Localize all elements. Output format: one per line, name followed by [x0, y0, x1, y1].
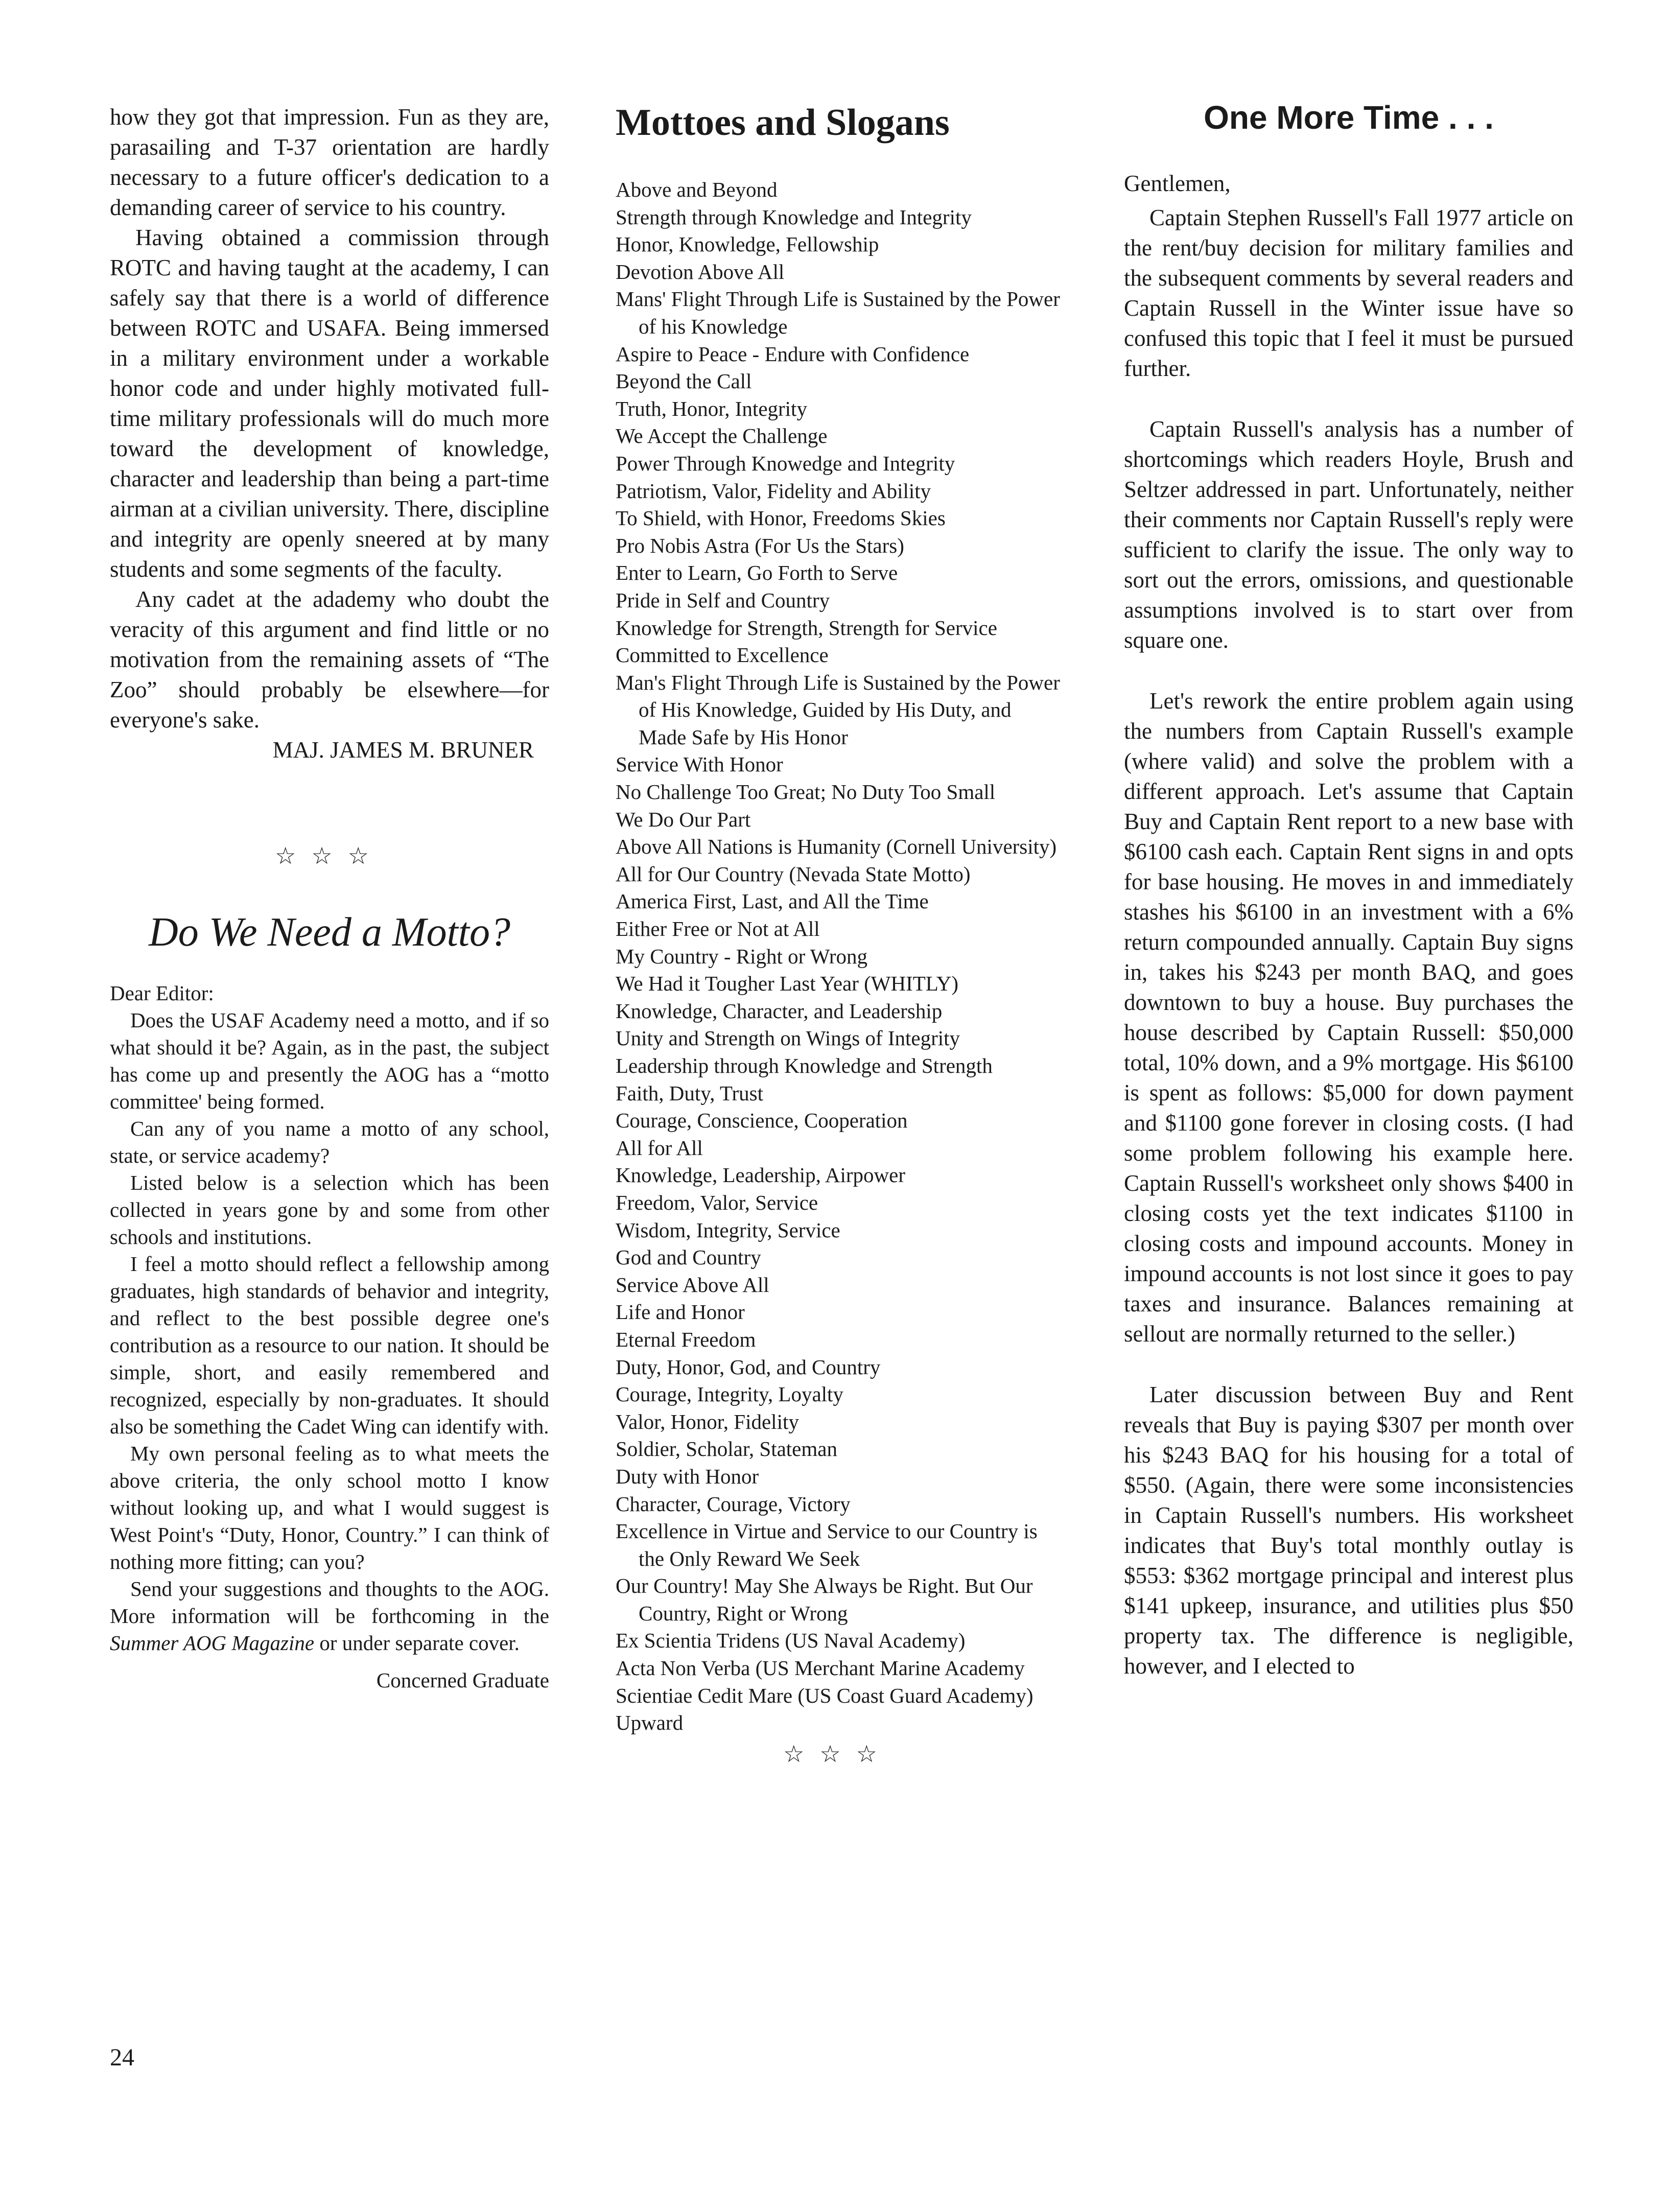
motto-item: Upward [616, 1711, 684, 1735]
motto-letter [110, 980, 549, 1657]
letter-paragraph: Later discussion between Buy and Rent reveals that Buy is paying $307 per month over his $243 BAQ for his housing for a total of $550. (Again, there were some inconsistencies in Captain Russell's numbers. His worksheet indicates that Buy's total monthly outlay is $553: $362 mortgage principal and interest plus $141 upkeep, insurance, and utilities plus $50 property tax. The difference is negligible, however, and I elected to [1124, 1382, 1573, 1679]
motto-item: We Had it Tougher Last Year (WHITLY) [616, 972, 958, 996]
letter-paragraph: Any cadet at the adademy who doubt the veracity of this argument and find little or no motivation from the remaining assets of “The Zoo” should probably be elsewhere—for everyone's sake. [110, 586, 549, 733]
motto-list [616, 176, 1060, 1737]
motto-item: Freedom, Valor, Service [616, 1190, 818, 1214]
letter-paragraph: Can any of you name a motto of any school, state, or service academy? [110, 1117, 549, 1167]
middle-column [616, 100, 1060, 1768]
motto-item: Patriotism, Valor, Fidelity and Ability [616, 479, 931, 503]
motto-item: Either Free or Not at All [616, 917, 820, 941]
motto-item: Above All Nations is Humanity (Cornell University) [616, 835, 1057, 859]
motto-item: Duty with Honor [616, 1464, 759, 1488]
section-title: Mottoes and Slogans [616, 102, 950, 144]
motto-item: Honor, Knowledge, Fellowship [616, 232, 879, 256]
section-divider-stars: ☆☆☆ [783, 1740, 892, 1767]
motto-item: Man's Flight Through Life is Sustained by the Power of His Knowledge, Guided by His Duty, and Made Safe by His Honor [616, 670, 1060, 749]
letter-paragraph: Does the USAF Academy need a motto, and if so what should it be? Again, as in the past, the subject has come up and presently the AOG has a “motto committee' being formed. [110, 1008, 549, 1113]
motto-item: Service Above All [616, 1273, 769, 1297]
salutation: Gentlemen, [1124, 171, 1231, 196]
motto-item: Devotion Above All [616, 260, 785, 284]
motto-item: Life and Honor [616, 1300, 745, 1324]
motto-item: Enter to Learn, Go Forth to Serve [616, 561, 898, 585]
motto-item: Courage, Integrity, Loyalty [616, 1382, 843, 1406]
motto-item: America First, Last, and All the Time [616, 889, 929, 913]
motto-item: Knowledge for Strength, Strength for Service [616, 616, 997, 640]
rent-buy-letter [1124, 169, 1573, 1681]
motto-item: Excellence in Virtue and Service to our Country is the Only Reward We Seek [616, 1519, 1038, 1570]
letter-signature: Concerned Graduate [376, 1668, 549, 1692]
text-run: Send your suggestions and thoughts to the AOG. More information will be forthcoming in the [110, 1577, 549, 1628]
section-title: One More Time . . . [1204, 99, 1494, 136]
text-run: or under separate cover. [314, 1631, 520, 1655]
motto-item: My Country - Right or Wrong [616, 944, 868, 968]
motto-item: Courage, Conscience, Cooperation [616, 1109, 908, 1133]
motto-item: Acta Non Verba (US Merchant Marine Academy [616, 1656, 1025, 1680]
motto-item: Eternal Freedom [616, 1327, 756, 1351]
letter-paragraph: Listed below is a selection which has been collected in years gone by and some from other schools and institutions. [110, 1171, 549, 1249]
motto-item: Soldier, Scholar, Stateman [616, 1437, 837, 1461]
letter-signature: MAJ. JAMES M. BRUNER [272, 737, 534, 763]
left-column [110, 102, 549, 1694]
motto-item: Leadership through Knowledge and Strength [616, 1054, 993, 1077]
motto-item: All for All [616, 1136, 703, 1160]
section-divider-stars: ☆☆☆ [275, 843, 384, 869]
motto-item: Service With Honor [616, 752, 783, 776]
letter-paragraph: Having obtained a commission through ROTC and having taught at the academy, I can safely say that there is a world of difference between ROTC and USAFA. Being immersed in a military environment under a workable honor code and under highly motivated full-time military professionals will do much more toward the development of knowledge, character and leadership than being a part-time airman at a civilian university. There, discipline and integrity are openly sneered at by many students and some segments of the faculty. [110, 225, 549, 582]
previous-letter [110, 102, 549, 735]
motto-item: Committed to Excellence [616, 643, 829, 667]
salutation: Dear Editor: [110, 981, 214, 1005]
motto-item: Character, Courage, Victory [616, 1492, 851, 1516]
motto-item: Duty, Honor, God, and Country [616, 1355, 881, 1379]
letter-paragraph: Captain Stephen Russell's Fall 1977 article on the rent/buy decision for military families and the subsequent comments by several readers and Captain Russell in the Winter issue have so confused this topic that I feel it must be pursued further. [1124, 205, 1573, 381]
motto-item: Unity and Strength on Wings of Integrity [616, 1026, 960, 1050]
motto-item: Truth, Honor, Integrity [616, 396, 807, 420]
motto-item: Ex Scientia Tridens (US Naval Academy) [616, 1629, 966, 1653]
letter-paragraph: Captain Russell's analysis has a number of shortcomings which readers Hoyle, Brush and Seltzer addressed in part. Unfortunately, neither their comments nor Captain Russell's reply were sufficient to clarify the issue. The only way to sort out the errors, omissions, and questionable assumptions involved is to start over from square one. [1124, 416, 1573, 653]
motto-item: Beyond the Call [616, 369, 752, 393]
letter-paragraph: My own personal feeling as to what meets the above criteria, the only school motto I know without looking up, and what I would suggest is West Point's “Duty, Honor, Country.” I can think of nothing more fitting; can you? [110, 1442, 549, 1573]
motto-item: No Challenge Too Great; No Duty Too Small [616, 780, 996, 804]
motto-item: Knowledge, Character, and Leadership [616, 999, 943, 1023]
letter-paragraph: I feel a motto should reflect a fellowship among graduates, high standards of behavior and integrity, and reflect to the best possible degree one's contribution as a resource to our nation. It should be simple, short, and easily remembered and recognized, especially by non-graduates. It should also be something the Cadet Wing can identify with. [110, 1252, 549, 1438]
motto-item: Wisdom, Integrity, Service [616, 1218, 840, 1242]
motto-item: Pro Nobis Astra (For Us the Stars) [616, 533, 904, 557]
motto-item: Our Country! May She Always be Right. But Our Country, Right or Wrong [616, 1574, 1033, 1625]
magazine-title: Summer AOG Magazine [110, 1631, 315, 1655]
page-number: 24 [110, 2044, 134, 2071]
motto-item: All for Our Country (Nevada State Motto) [616, 862, 971, 886]
letter-paragraph [110, 1575, 549, 1657]
article-title: Do We Need a Motto? [148, 910, 511, 955]
motto-item: Valor, Honor, Fidelity [616, 1409, 799, 1433]
right-column [1124, 97, 1573, 1681]
motto-item: To Shield, with Honor, Freedoms Skies [616, 506, 946, 530]
motto-item: Scientiae Cedit Mare (US Coast Guard Academy) [616, 1683, 1033, 1707]
motto-item: Above and Beyond [616, 178, 778, 201]
motto-item: Mans' Flight Through Life is Sustained by the Power of his Knowledge [616, 287, 1060, 338]
motto-item: God and Country [616, 1245, 761, 1269]
motto-item: Aspire to Peace - Endure with Confidence [616, 342, 970, 366]
motto-item: Pride in Self and Country [616, 588, 830, 612]
motto-item: Faith, Duty, Trust [616, 1081, 763, 1105]
letter-paragraph: Let's rework the entire problem again using the numbers from Captain Russell's example (where valid) and solve the problem with a different approach. Let's assume that Captain Buy and Captain Rent report to a new base with $6100 cash each. Captain Rent signs in and opts for base housing. He moves in and immediately stashes his $6100 in an investment with a 6% return compounded annually. Captain Buy signs in, takes his $243 per month BAQ, and goes downtown to buy a house. Buy purchases the house described by Captain Russell: $50,000 total, 10% down, and a 9% mortgage. His $6100 is spent as follows: $5,000 for down payment and $1100 gone forever in closing costs. (I had some problem following his example here. Captain Russell's worksheet only shows $400 in closing costs yet the text indicates $1100 in closing costs and impound accounts. Money in impound accounts is not lost since it goes to pay taxes and insurance. Balances remaining at sellout are normally returned to the seller.) [1124, 688, 1573, 1347]
motto-item: We Accept the Challenge [616, 424, 828, 448]
motto-item: We Do Our Part [616, 807, 751, 831]
letter-paragraph: how they got that impression. Fun as they are, parasailing and T-37 orientation are hardly necessary to a future officer's dedication to a demanding career of service to his country. [110, 104, 549, 220]
motto-item: Power Through Knowedge and Integrity [616, 451, 955, 475]
motto-item: Strength through Knowledge and Integrity [616, 205, 972, 229]
motto-item: Knowledge, Leadership, Airpower [616, 1163, 905, 1187]
